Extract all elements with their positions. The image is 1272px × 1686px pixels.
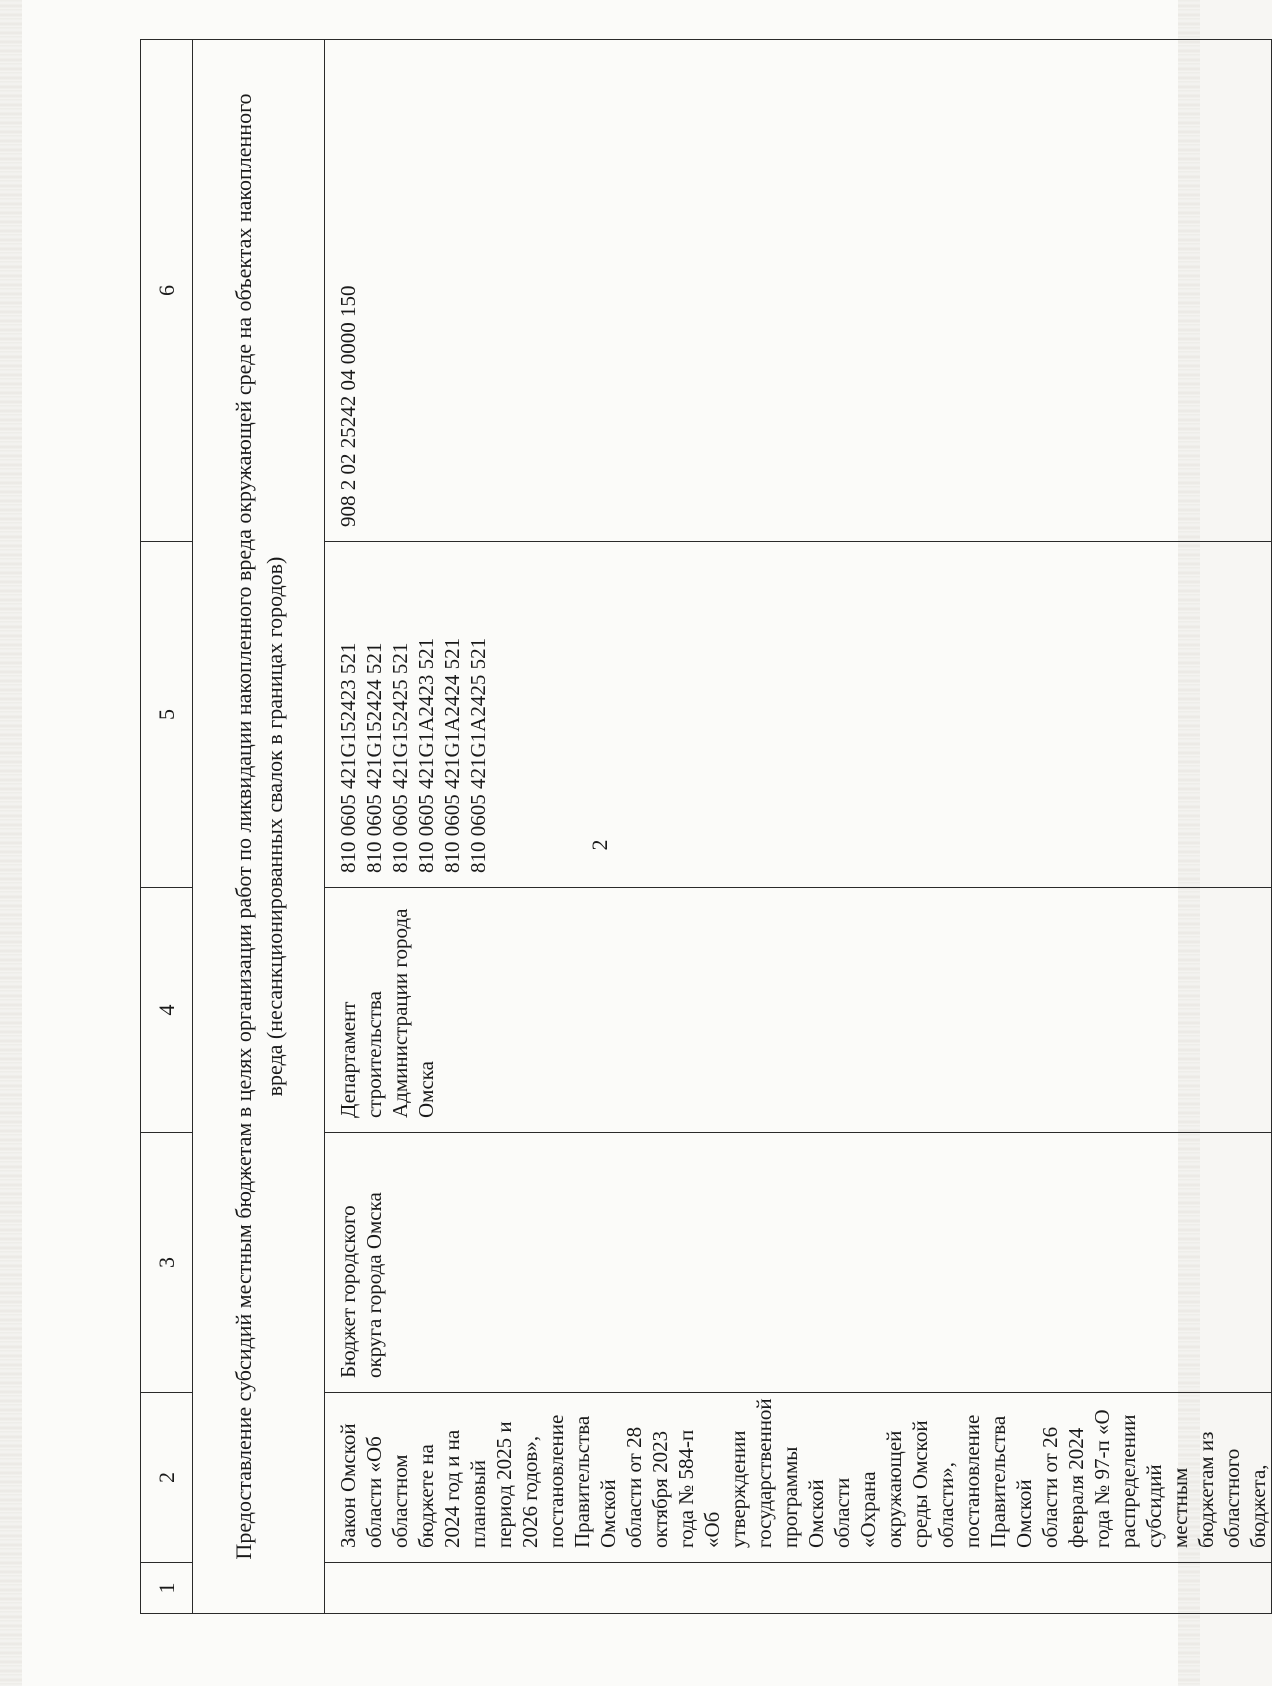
section-title: Предоставление субсидий местным бюджетам в целях организации работ по ликвидации накопленного вреда окружающей среде на объектах накопленного вреда (несанкционированных свалок в границах городов): [193, 40, 325, 1614]
expense-code-list: [335, 554, 491, 873]
header-cell-2: 2: [141, 1393, 193, 1563]
expense-codes-cell: [325, 542, 1272, 888]
legal-basis-cell: Закон Омской области «Об областном бюджете на 2024 год и на плановый период 2025 и 2026 годов», постановление Правительства Омской области от 28 октября 2023 года № 584-п «Об утверждении государственной программы Омской области «Охрана окружающей среды Омской области», постановление Правительства Омской области от 26 февраля 2024 года № 97-п «О распределении субсидий местным бюджетам из областного бюджета,: [325, 1393, 1272, 1563]
budget-cell: Бюджет городского округа города Омска: [325, 1133, 1272, 1393]
expense-code: 810 0605 421G1A2425 521: [466, 637, 490, 873]
row-number-cell: [325, 1563, 1272, 1614]
expense-code: 810 0605 421G152423 521: [336, 642, 360, 873]
header-cell-5: 5: [141, 542, 193, 888]
scan-edge-left: [0, 0, 22, 1686]
rotated-content: [140, 40, 1270, 1614]
header-cell-3: 3: [141, 1133, 193, 1393]
expense-code: 810 0605 421G152425 521: [388, 642, 412, 873]
header-cell-4: 4: [141, 888, 193, 1133]
header-cell-6: 6: [141, 40, 193, 542]
table-row: [325, 40, 1272, 1614]
expense-code: 810 0605 421G1A2423 521: [414, 637, 438, 873]
header-cell-1: 1: [141, 1563, 193, 1614]
table-header-row: [141, 40, 193, 1614]
page-number: 2: [587, 839, 612, 851]
subsidy-table: [140, 39, 1272, 1614]
expense-code: 810 0605 421G152424 521: [362, 642, 386, 873]
expense-code: 810 0605 421G1A2424 521: [440, 637, 464, 873]
revenue-code-cell: 908 2 02 25242 04 0000 150: [325, 40, 1272, 542]
section-title-row: [193, 40, 325, 1614]
administrator-cell: Департамент строительства Администрации города Омска: [325, 888, 1272, 1133]
